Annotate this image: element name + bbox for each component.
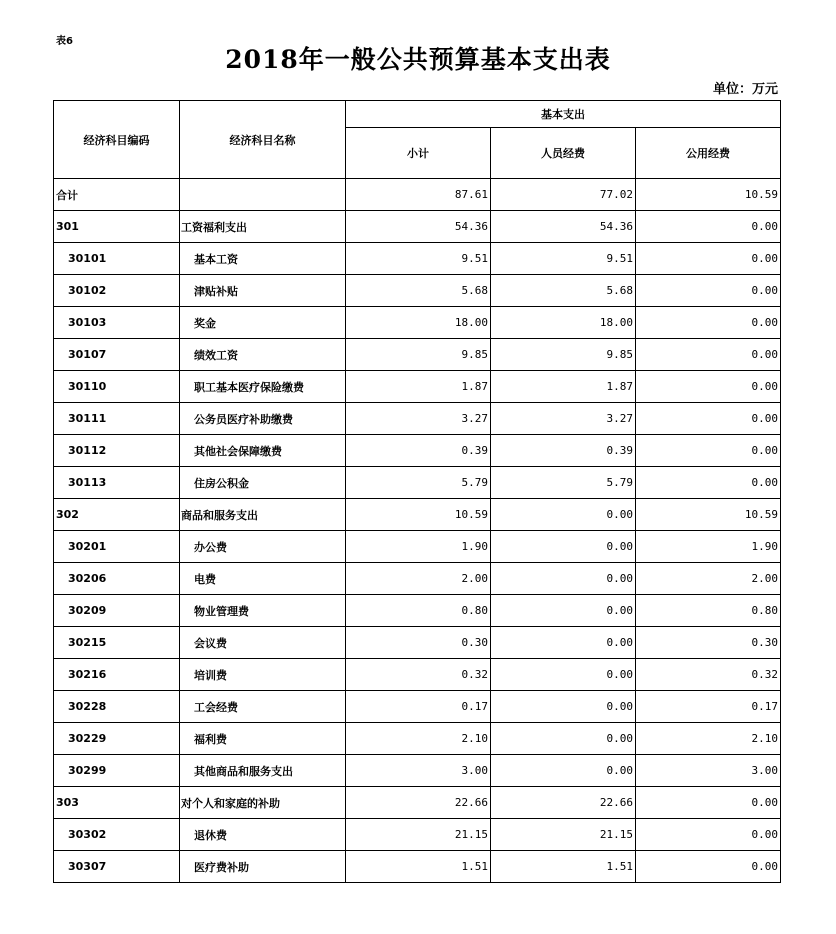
row-subtotal: 87.61 <box>346 179 491 211</box>
row-name: 电费 <box>180 563 346 595</box>
table-row <box>54 659 781 691</box>
table-row <box>54 211 781 243</box>
row-subtotal: 0.17 <box>346 691 491 723</box>
table-row <box>54 339 781 371</box>
row-name: 对个人和家庭的补助 <box>180 787 346 819</box>
table-row <box>54 787 781 819</box>
table-row <box>54 307 781 339</box>
table-row <box>54 819 781 851</box>
row-subtotal: 1.51 <box>346 851 491 883</box>
header-code: 经济科目编码 <box>54 101 180 179</box>
row-public: 10.59 <box>636 499 781 531</box>
row-code: 30229 <box>54 723 180 755</box>
row-subtotal: 2.10 <box>346 723 491 755</box>
row-personnel: 0.00 <box>491 755 636 787</box>
row-public: 0.00 <box>636 467 781 499</box>
table-row <box>54 435 781 467</box>
row-name: 住房公积金 <box>180 467 346 499</box>
header-name: 经济科目名称 <box>180 101 346 179</box>
row-code: 30307 <box>54 851 180 883</box>
row-personnel: 9.51 <box>491 243 636 275</box>
row-public: 0.00 <box>636 851 781 883</box>
row-personnel: 0.00 <box>491 659 636 691</box>
table-row <box>54 243 781 275</box>
row-personnel: 18.00 <box>491 307 636 339</box>
table-row <box>54 467 781 499</box>
row-name: 其他社会保障缴费 <box>180 435 346 467</box>
row-name: 会议费 <box>180 627 346 659</box>
row-code: 302 <box>54 499 180 531</box>
row-personnel: 54.36 <box>491 211 636 243</box>
row-subtotal: 18.00 <box>346 307 491 339</box>
row-code: 合计 <box>54 179 180 211</box>
row-subtotal: 9.51 <box>346 243 491 275</box>
row-public: 0.32 <box>636 659 781 691</box>
table-number: 表6 <box>56 36 73 47</box>
row-personnel: 21.15 <box>491 819 636 851</box>
row-public: 0.00 <box>636 787 781 819</box>
row-code: 30112 <box>54 435 180 467</box>
row-subtotal: 0.32 <box>346 659 491 691</box>
row-subtotal: 1.87 <box>346 371 491 403</box>
row-code: 30102 <box>54 275 180 307</box>
row-personnel: 1.51 <box>491 851 636 883</box>
row-personnel: 5.79 <box>491 467 636 499</box>
table-row <box>54 275 781 307</box>
row-subtotal: 3.00 <box>346 755 491 787</box>
row-personnel: 0.00 <box>491 595 636 627</box>
table-row <box>54 563 781 595</box>
row-name: 退休费 <box>180 819 346 851</box>
row-code: 30111 <box>54 403 180 435</box>
row-name: 其他商品和服务支出 <box>180 755 346 787</box>
row-name: 医疗费补助 <box>180 851 346 883</box>
row-public: 0.00 <box>636 403 781 435</box>
table-row <box>54 403 781 435</box>
row-personnel: 9.85 <box>491 339 636 371</box>
row-name: 津贴补贴 <box>180 275 346 307</box>
row-personnel: 0.00 <box>491 499 636 531</box>
row-subtotal: 0.30 <box>346 627 491 659</box>
row-subtotal: 5.68 <box>346 275 491 307</box>
header-basic-expenditure: 基本支出 <box>346 101 781 128</box>
row-code: 303 <box>54 787 180 819</box>
header-public: 公用经费 <box>636 128 781 179</box>
table-row <box>54 595 781 627</box>
row-public: 0.00 <box>636 275 781 307</box>
row-code: 30110 <box>54 371 180 403</box>
row-subtotal: 21.15 <box>346 819 491 851</box>
row-public: 0.00 <box>636 371 781 403</box>
row-personnel: 0.00 <box>491 627 636 659</box>
row-code: 301 <box>54 211 180 243</box>
row-subtotal: 0.39 <box>346 435 491 467</box>
row-personnel: 3.27 <box>491 403 636 435</box>
row-public: 2.00 <box>636 563 781 595</box>
row-subtotal: 22.66 <box>346 787 491 819</box>
row-personnel: 0.00 <box>491 531 636 563</box>
row-public: 0.80 <box>636 595 781 627</box>
table-row <box>54 499 781 531</box>
row-code: 30201 <box>54 531 180 563</box>
row-subtotal: 5.79 <box>346 467 491 499</box>
unit-label: 单位：万元 <box>712 82 778 97</box>
row-public: 0.17 <box>636 691 781 723</box>
header-subtotal: 小计 <box>346 128 491 179</box>
table-row <box>54 531 781 563</box>
row-code: 30228 <box>54 691 180 723</box>
row-personnel: 0.00 <box>491 723 636 755</box>
row-name: 工会经费 <box>180 691 346 723</box>
table-row <box>54 371 781 403</box>
row-public: 0.30 <box>636 627 781 659</box>
row-personnel: 0.00 <box>491 691 636 723</box>
row-code: 30206 <box>54 563 180 595</box>
row-name: 公务员医疗补助缴费 <box>180 403 346 435</box>
table-row <box>54 851 781 883</box>
row-name: 职工基本医疗保险缴费 <box>180 371 346 403</box>
page-title: 2018年一般公共预算基本支出表 <box>225 45 611 74</box>
row-code: 30107 <box>54 339 180 371</box>
row-subtotal: 54.36 <box>346 211 491 243</box>
row-name: 奖金 <box>180 307 346 339</box>
row-public: 0.00 <box>636 243 781 275</box>
row-name: 物业管理费 <box>180 595 346 627</box>
row-personnel: 77.02 <box>491 179 636 211</box>
row-subtotal: 0.80 <box>346 595 491 627</box>
row-subtotal: 10.59 <box>346 499 491 531</box>
row-name: 办公费 <box>180 531 346 563</box>
table-row <box>54 723 781 755</box>
row-name: 福利费 <box>180 723 346 755</box>
row-public: 0.00 <box>636 435 781 467</box>
row-name: 培训费 <box>180 659 346 691</box>
row-public: 0.00 <box>636 307 781 339</box>
table-row <box>54 627 781 659</box>
row-code: 30209 <box>54 595 180 627</box>
row-public: 0.00 <box>636 211 781 243</box>
row-code: 30101 <box>54 243 180 275</box>
row-subtotal: 9.85 <box>346 339 491 371</box>
row-name: 商品和服务支出 <box>180 499 346 531</box>
row-public: 10.59 <box>636 179 781 211</box>
row-code: 30215 <box>54 627 180 659</box>
row-public: 2.10 <box>636 723 781 755</box>
row-subtotal: 3.27 <box>346 403 491 435</box>
row-personnel: 0.39 <box>491 435 636 467</box>
row-personnel: 22.66 <box>491 787 636 819</box>
row-public: 0.00 <box>636 339 781 371</box>
row-name: 基本工资 <box>180 243 346 275</box>
row-public: 1.90 <box>636 531 781 563</box>
row-name: 绩效工资 <box>180 339 346 371</box>
row-personnel: 0.00 <box>491 563 636 595</box>
row-code: 30103 <box>54 307 180 339</box>
row-personnel: 1.87 <box>491 371 636 403</box>
row-name: 工资福利支出 <box>180 211 346 243</box>
row-public: 0.00 <box>636 819 781 851</box>
row-subtotal: 1.90 <box>346 531 491 563</box>
row-code: 30216 <box>54 659 180 691</box>
row-subtotal: 2.00 <box>346 563 491 595</box>
budget-table <box>53 100 781 883</box>
table-row <box>54 755 781 787</box>
table-body <box>54 179 781 883</box>
table-row <box>54 179 781 211</box>
row-code: 30113 <box>54 467 180 499</box>
row-public: 3.00 <box>636 755 781 787</box>
row-code: 30302 <box>54 819 180 851</box>
table-row <box>54 691 781 723</box>
row-personnel: 5.68 <box>491 275 636 307</box>
row-name <box>180 179 346 211</box>
header-personnel: 人员经费 <box>491 128 636 179</box>
row-code: 30299 <box>54 755 180 787</box>
